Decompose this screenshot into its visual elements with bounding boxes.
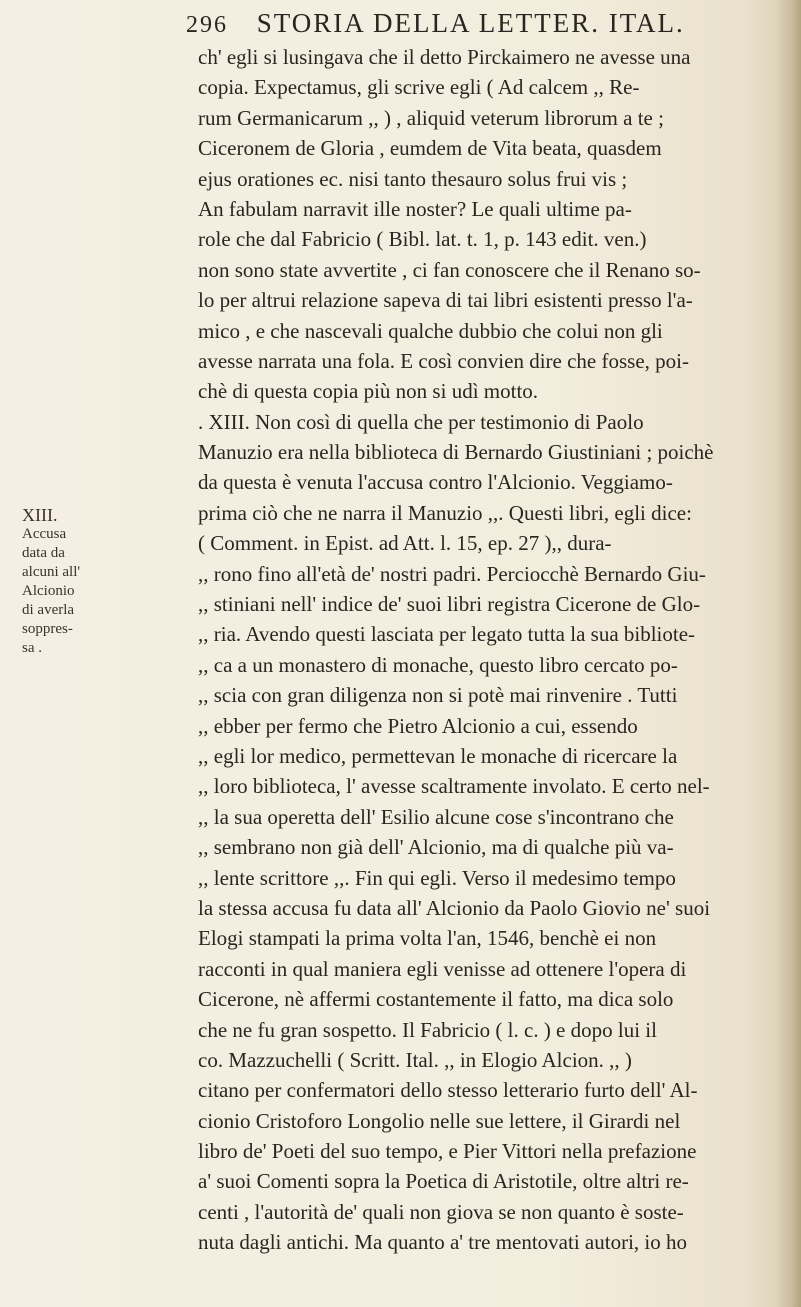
text-line: ,, rono fino all'età de' nostri padri. Perciocchè Bernardo Giu- — [198, 561, 706, 586]
text-line: ,, loro biblioteca, l' avesse scaltramente involato. E certo nel- — [198, 774, 710, 799]
text-line: An fabulam narravit ille noster? Le quali ultime pa- — [198, 196, 632, 221]
text-line: la stessa accusa fu data all' Alcionio da Paolo Giovio ne' suoi — [198, 895, 711, 920]
text-line: non sono state avvertite , ci fan conoscere che il Renano so- — [198, 257, 701, 282]
text-line: citano per confermatori dello stesso letterario furto dell' Al- — [198, 1078, 698, 1103]
text-line: rum Germanicarum ,, ) , aliquid veterum librorum a te ; — [198, 105, 664, 130]
text-line: Manuzio era nella biblioteca di Bernardo Giustiniani ; poichè — [198, 440, 714, 465]
text-line: che ne fu gran sospetto. Il Fabricio ( l. c. ) e dopo lui il — [198, 1017, 657, 1042]
text-line: ,, stiniani nell' indice de' suoi libri registra Cicerone de Glo- — [198, 592, 701, 617]
margin-note-line: alcuni all' — [22, 564, 81, 580]
text-line: Elogi stampati la prima volta l'an, 1546, benchè ei non — [198, 926, 657, 951]
margin-note — [22, 506, 192, 658]
text-line: chè di questa copia più non si udì motto. — [198, 379, 539, 404]
text-line: ,, ca a un monastero di monache, questo libro cercato po- — [198, 652, 678, 677]
text-line: co. Mazzuchelli ( Scritt. Ital. ,, in Elogio Alcion. ,, ) — [198, 1047, 632, 1072]
margin-note-line: Alcionio — [22, 583, 75, 599]
text-line: Ciceronem de Gloria , eumdem de Vita beata, quasdem — [198, 136, 662, 161]
text-line: Cicerone, nè affermi costantemente il fatto, ma dica solo — [198, 987, 674, 1012]
margin-note-line: data da — [22, 545, 65, 561]
text-line: centi , l'autorità de' quali non giova se non quanto è soste- — [198, 1199, 684, 1224]
text-line: ,, egli lor medico, permettevan le monache di ricercare la — [198, 743, 678, 768]
text-line: avesse narrata una fola. E così convien dire che fosse, poi- — [198, 348, 689, 373]
text-line: cionio Cristoforo Longolio nelle sue lettere, il Girardi nel — [198, 1108, 681, 1133]
text-line: mico , e che nascevali qualche dubbio che colui non gli — [198, 318, 663, 343]
text-line: ch' egli si lusingava che il detto Pirckaimero ne avesse una — [198, 45, 691, 69]
text-line: copia. Expectamus, gli scrive egli ( Ad calcem ,, Re- — [198, 75, 640, 100]
body-text — [198, 42, 758, 1258]
margin-note-line: di averla — [22, 602, 75, 618]
text-line: ,, la sua operetta dell' Esilio alcune cose s'incontrano che — [198, 804, 674, 829]
text-line: nuta dagli antichi. Ma quanto a' tre mentovati autori, io ho — [198, 1230, 687, 1255]
margin-note-line: Accusa — [22, 526, 67, 542]
text-line: role che dal Fabricio ( Bibl. lat. t. 1, p. 143 edit. ven.) — [198, 227, 647, 252]
margin-note-line: XIII. — [22, 505, 58, 525]
page-number: 296 — [186, 12, 228, 38]
text-line: ejus orationes ec. nisi tanto thesauro solus frui vis ; — [198, 166, 628, 191]
text-line: libro de' Poeti del suo tempo, e Pier Vittori nella prefazione — [198, 1139, 697, 1164]
text-line: ,, lente scrittore ,,. Fin qui egli. Verso il medesimo tempo — [198, 865, 676, 890]
text-line: racconti in qual maniera egli venisse ad ottenere l'opera di — [198, 956, 687, 981]
text-line: da questa è venuta l'accusa contro l'Alcionio. Veggiamo- — [198, 470, 673, 495]
text-line: lo per altrui relazione sapeva di tai libri esistenti presso l'a- — [198, 288, 693, 313]
running-header — [186, 8, 746, 42]
running-title: STORIA DELLA LETTER. ITAL. — [256, 8, 685, 38]
text-line: ,, ria. Avendo questi lasciata per legato tutta la sua bibliote- — [198, 622, 696, 647]
text-line: ( Comment. in Epist. ad Att. l. 15, ep. 27 ),, dura- — [198, 531, 612, 556]
page-edge-shadow — [775, 0, 801, 1307]
text-line: prima ciò che ne narra il Manuzio ,,. Questi libri, egli dice: — [198, 500, 692, 525]
text-line: ,, ebber per fermo che Pietro Alcionio a cui, essendo — [198, 713, 638, 738]
text-line: . XIII. Non così di quella che per testimonio di Paolo — [198, 409, 644, 434]
margin-note-line: soppres- — [22, 621, 73, 637]
text-line: a' suoi Comenti sopra la Poetica di Aristotile, oltre altri re- — [198, 1169, 689, 1194]
text-line: ,, sembrano non già dell' Alcionio, ma di qualche più va- — [198, 835, 674, 860]
margin-note-line: sa . — [22, 640, 42, 656]
text-line: ,, scia con gran diligenza non si potè mai rinvenire . Tutti — [198, 683, 678, 708]
